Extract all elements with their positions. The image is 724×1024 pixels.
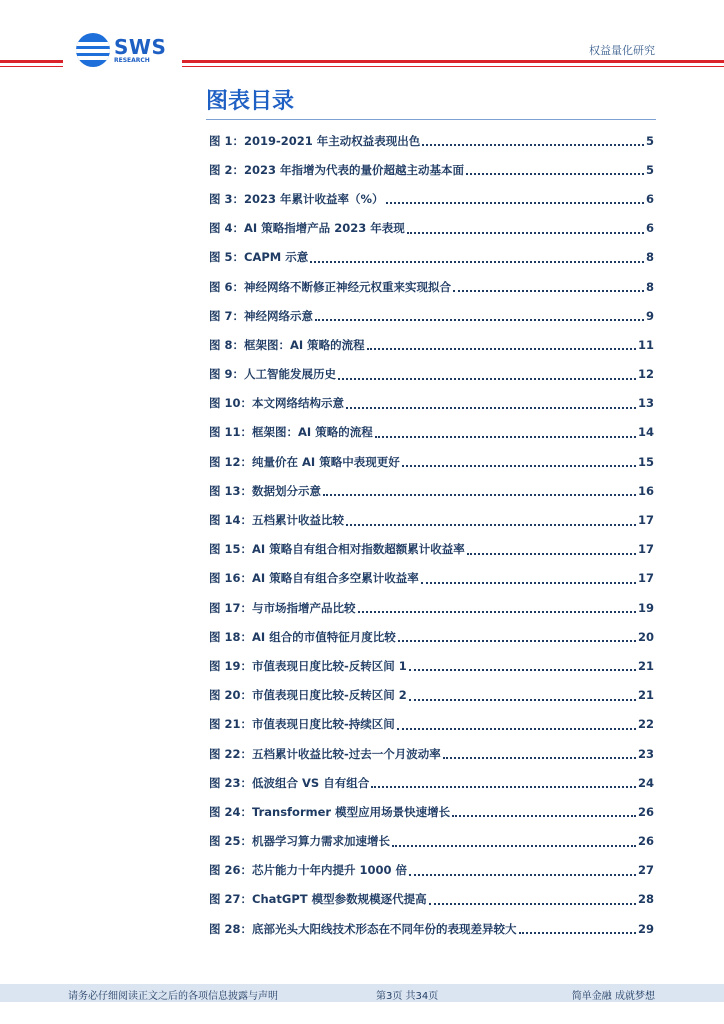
toc-entry-page: 23 (637, 746, 654, 761)
toc-leader-dots (397, 727, 636, 730)
toc-leader-dots (466, 172, 644, 175)
sws-logo (76, 33, 166, 67)
toc-entry-page: 17 (637, 542, 654, 557)
toc-entry-label: 图 6：神经网络不断修正神经元权重来实现拟合 (209, 279, 452, 294)
toc-leader-dots (443, 756, 636, 759)
toc-entry-label: 图 16：AI 策略自有组合多空累计收益率 (209, 571, 419, 586)
toc-leader-dots (392, 844, 636, 847)
toc-leader-dots (346, 406, 636, 409)
toc-entry[interactable] (209, 505, 654, 534)
toc-entry[interactable] (209, 360, 654, 389)
toc-entry[interactable] (209, 827, 654, 856)
toc-entry[interactable] (209, 535, 654, 564)
toc-entry[interactable] (209, 593, 654, 622)
toc-entry-label: 图 17：与市场指增产品比较 (209, 600, 356, 615)
toc-entry-page: 20 (637, 629, 654, 644)
toc-entry-label: 图 11：框架图：AI 策略的流程 (209, 425, 373, 440)
toc-entry-label: 图 9：人工智能发展历史 (209, 367, 337, 382)
toc-entry-label: 图 19：市值表现日度比较-反转区间 1 (209, 658, 407, 673)
toc-leader-dots (402, 464, 636, 467)
toc-leader-dots (323, 493, 636, 496)
toc-leader-dots (358, 610, 636, 613)
toc-entry[interactable] (209, 651, 654, 680)
toc-entry-page: 21 (637, 688, 654, 703)
toc-entry-page: 28 (637, 892, 654, 907)
toc-leader-dots (409, 668, 636, 671)
toc-entry-label: 图 12：纯量价在 AI 策略中表现更好 (209, 454, 400, 469)
toc-entry-page: 15 (637, 454, 654, 469)
toc-entry-label: 图 2：2023 年指增为代表的量价超越主动基本面 (209, 162, 465, 177)
toc-entry-label: 图 24：Transformer 模型应用场景快速增长 (209, 804, 451, 819)
section-label: 权益量化研究 (589, 44, 655, 57)
toc-entry-label: 图 22：五档累计收益比较-过去一个月波动率 (209, 746, 441, 761)
toc-entry-page: 12 (637, 367, 654, 382)
toc-entry[interactable] (209, 184, 654, 213)
toc-leader-dots (429, 902, 636, 905)
toc-entry[interactable] (209, 797, 654, 826)
footer-page-info: 第3页 共34页 (376, 991, 439, 1002)
toc-entry-page: 6 (645, 191, 654, 206)
toc-leader-dots (407, 231, 644, 234)
toc-leader-dots (421, 581, 636, 584)
toc-entry-page: 8 (645, 279, 654, 294)
toc-entry[interactable] (209, 301, 654, 330)
toc-entry[interactable] (209, 564, 654, 593)
toc-entry[interactable] (209, 856, 654, 885)
toc-entry[interactable] (209, 476, 654, 505)
toc-entry-label: 图 5：CAPM 示意 (209, 250, 309, 265)
table-of-contents (209, 126, 654, 943)
toc-entry-label: 图 1：2019-2021 年主动权益表现出色 (209, 133, 421, 148)
toc-entry[interactable] (209, 710, 654, 739)
toc-entry[interactable] (209, 214, 654, 243)
toc-entry[interactable] (209, 126, 654, 155)
toc-leader-dots (386, 201, 644, 204)
toc-entry-label: 图 8：框架图：AI 策略的流程 (209, 337, 365, 352)
toc-leader-dots (452, 814, 636, 817)
toc-leader-dots (467, 552, 636, 555)
toc-entry[interactable] (209, 272, 654, 301)
header-rule (182, 60, 724, 63)
toc-leader-dots (519, 931, 636, 934)
toc-entry-label: 图 28：底部光头大阳线技术形态在不同年份的表现差异较大 (209, 921, 517, 936)
toc-entry-label: 图 23：低波组合 VS 自有组合 (209, 775, 370, 790)
toc-entry[interactable] (209, 885, 654, 914)
toc-leader-dots (315, 318, 644, 321)
toc-entry-page: 9 (645, 308, 654, 323)
toc-entry-page: 19 (637, 600, 654, 615)
toc-entry[interactable] (209, 447, 654, 476)
toc-entry[interactable] (209, 768, 654, 797)
toc-entry-label: 图 14：五档累计收益比较 (209, 513, 345, 528)
toc-entry-label: 图 25：机器学习算力需求加速增长 (209, 834, 391, 849)
toc-entry-label: 图 27：ChatGPT 模型参数规模逐代提高 (209, 892, 427, 907)
sws-logo-icon (76, 33, 110, 67)
toc-entry-page: 16 (637, 483, 654, 498)
toc-entry-page: 13 (637, 396, 654, 411)
toc-leader-dots (422, 143, 644, 146)
toc-entry-label: 图 4：AI 策略指增产品 2023 年表现 (209, 221, 405, 236)
toc-leader-dots (375, 435, 636, 438)
toc-entry-page: 22 (637, 717, 654, 732)
toc-entry[interactable] (209, 155, 654, 184)
logo-subtext: RESEARCH (114, 56, 150, 64)
toc-entry-page: 6 (645, 221, 654, 236)
toc-leader-dots (346, 523, 636, 526)
toc-leader-dots (338, 377, 636, 380)
header-rule-thin (0, 66, 63, 67)
toc-entry-page: 27 (637, 863, 654, 878)
toc-entry-page: 29 (637, 921, 654, 936)
toc-entry-page: 5 (645, 162, 654, 177)
toc-entry-label: 图 15：AI 策略自有组合相对指数超额累计收益率 (209, 542, 465, 557)
toc-entry-page: 5 (645, 133, 654, 148)
toc-entry-label: 图 3：2023 年累计收益率（%） (209, 191, 384, 206)
toc-entry-label: 图 10：本文网络结构示意 (209, 396, 345, 411)
toc-entry[interactable] (209, 389, 654, 418)
toc-entry-page: 8 (645, 250, 654, 265)
toc-entry-page: 17 (637, 571, 654, 586)
toc-leader-dots (367, 347, 636, 350)
toc-entry-label: 图 26：芯片能力十年内提升 1000 倍 (209, 863, 408, 878)
logo-text: SWS (114, 34, 167, 59)
toc-entry-label: 图 7：神经网络示意 (209, 308, 314, 323)
toc-entry-page: 24 (637, 775, 654, 790)
toc-entry[interactable] (209, 418, 654, 447)
toc-leader-dots (310, 260, 644, 263)
toc-entry[interactable] (209, 243, 654, 272)
toc-entry[interactable] (209, 739, 654, 768)
toc-entry-label: 图 13：数据划分示意 (209, 483, 322, 498)
toc-leader-dots (409, 698, 636, 701)
toc-entry-label: 图 20：市值表现日度比较-反转区间 2 (209, 688, 407, 703)
toc-entry-page: 26 (637, 834, 654, 849)
toc-entry-page: 14 (637, 425, 654, 440)
toc-entry-page: 26 (637, 804, 654, 819)
footer-slogan: 简单金融 成就梦想 (571, 991, 655, 1002)
toc-entry-page: 17 (637, 513, 654, 528)
toc-entry[interactable] (209, 681, 654, 710)
toc-entry[interactable] (209, 622, 654, 651)
toc-entry-label: 图 21：市值表现日度比较-持续区间 (209, 717, 395, 732)
title-divider (206, 119, 656, 120)
header-rule-thin (182, 66, 724, 67)
toc-entry[interactable] (209, 330, 654, 359)
footer-disclaimer: 请务必仔细阅读正文之后的各项信息披露与声明 (68, 991, 278, 1002)
toc-leader-dots (409, 873, 636, 876)
toc-leader-dots (371, 785, 636, 788)
toc-entry-page: 21 (637, 658, 654, 673)
toc-entry-label: 图 18：AI 组合的市值特征月度比较 (209, 629, 396, 644)
page-title: 图表目录 (206, 89, 295, 114)
toc-leader-dots (453, 289, 644, 292)
toc-entry-page: 11 (637, 337, 654, 352)
toc-entry[interactable] (209, 914, 654, 943)
header-rule (0, 60, 63, 63)
page-header (0, 0, 724, 72)
toc-leader-dots (398, 639, 636, 642)
